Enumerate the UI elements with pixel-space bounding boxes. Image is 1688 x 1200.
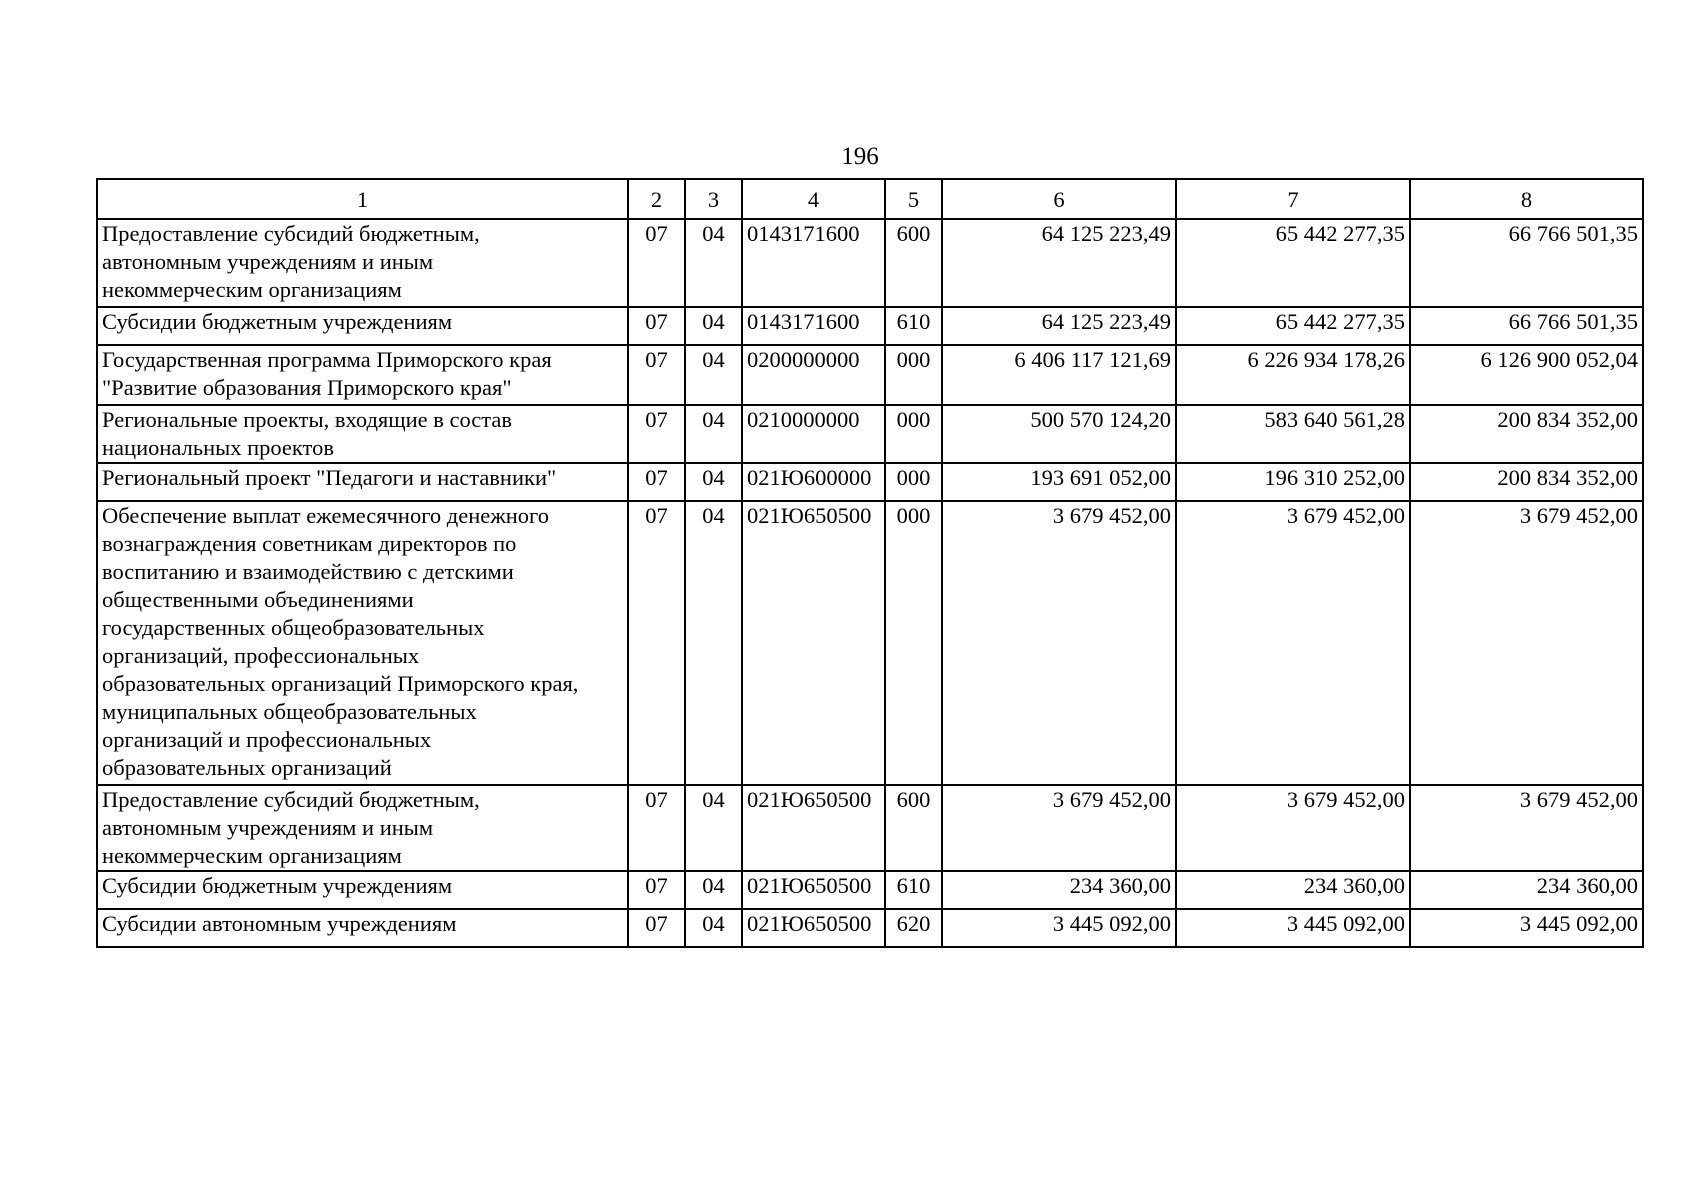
section-code: 07 (628, 219, 685, 307)
section-code: 07 (628, 463, 685, 501)
amount-col-6: 234 360,00 (942, 871, 1176, 909)
amount-col-7: 234 360,00 (1176, 871, 1410, 909)
row-name: Государственная программа Приморского края "Развитие образования Приморского края" (97, 345, 628, 405)
row-name: Субсидии бюджетным учреждениям (97, 871, 628, 909)
amount-col-6: 3 679 452,00 (942, 501, 1176, 785)
column-header: 1 (97, 179, 628, 219)
amount-col-7: 3 445 092,00 (1176, 909, 1410, 947)
column-header: 8 (1410, 179, 1643, 219)
amount-col-8: 3 679 452,00 (1410, 501, 1643, 785)
subsection-code: 04 (685, 501, 742, 785)
expense-type-code: 000 (885, 405, 942, 463)
table-row (97, 307, 1643, 345)
amount-col-7: 3 679 452,00 (1176, 785, 1410, 871)
row-name: Субсидии бюджетным учреждениям (97, 307, 628, 345)
row-name: Предоставление субсидий бюджетным, автономным учреждениям и иным некоммерческим организациям (97, 785, 628, 871)
section-code: 07 (628, 501, 685, 785)
column-header: 4 (742, 179, 885, 219)
table-row (97, 871, 1643, 909)
target-article-code: 0143171600 (742, 307, 885, 345)
target-article-code: 0200000000 (742, 345, 885, 405)
column-header: 6 (942, 179, 1176, 219)
subsection-code: 04 (685, 307, 742, 345)
amount-col-8: 234 360,00 (1410, 871, 1643, 909)
amount-col-7: 196 310 252,00 (1176, 463, 1410, 501)
table-row (97, 405, 1643, 463)
amount-col-6: 6 406 117 121,69 (942, 345, 1176, 405)
amount-col-6: 500 570 124,20 (942, 405, 1176, 463)
table-row (97, 909, 1643, 947)
row-name: Обеспечение выплат ежемесячного денежного вознаграждения советникам директоров по воспитанию и взаимодействию с детскими общественными объединениями государственных общеобразовательных организаций, профессиональных образовательных организаций Приморского края, муниципальных общеобразовательных организаций и профессиональных образовательных организаций (97, 501, 628, 785)
expense-type-code: 600 (885, 219, 942, 307)
amount-col-7: 65 442 277,35 (1176, 219, 1410, 307)
column-header: 7 (1176, 179, 1410, 219)
expense-type-code: 000 (885, 345, 942, 405)
row-name: Региональные проекты, входящие в состав национальных проектов (97, 405, 628, 463)
amount-col-8: 66 766 501,35 (1410, 219, 1643, 307)
table-row (97, 463, 1643, 501)
row-name: Региональный проект "Педагоги и наставники" (97, 463, 628, 501)
amount-col-7: 65 442 277,35 (1176, 307, 1410, 345)
amount-col-8: 200 834 352,00 (1410, 463, 1643, 501)
column-header: 2 (628, 179, 685, 219)
table-row (97, 345, 1643, 405)
section-code: 07 (628, 871, 685, 909)
table-row (97, 501, 1643, 785)
expense-type-code: 000 (885, 501, 942, 785)
budget-table (96, 178, 1644, 948)
expense-type-code: 610 (885, 871, 942, 909)
section-code: 07 (628, 307, 685, 345)
amount-col-8: 3 679 452,00 (1410, 785, 1643, 871)
target-article-code: 021Ю650500 (742, 785, 885, 871)
subsection-code: 04 (685, 345, 742, 405)
amount-col-7: 3 679 452,00 (1176, 501, 1410, 785)
target-article-code: 021Ю650500 (742, 871, 885, 909)
amount-col-6: 3 445 092,00 (942, 909, 1176, 947)
column-header: 5 (885, 179, 942, 219)
expense-type-code: 600 (885, 785, 942, 871)
target-article-code: 021Ю650500 (742, 501, 885, 785)
amount-col-8: 3 445 092,00 (1410, 909, 1643, 947)
target-article-code: 021Ю600000 (742, 463, 885, 501)
amount-col-6: 3 679 452,00 (942, 785, 1176, 871)
subsection-code: 04 (685, 871, 742, 909)
target-article-code: 0143171600 (742, 219, 885, 307)
amount-col-6: 193 691 052,00 (942, 463, 1176, 501)
amount-col-6: 64 125 223,49 (942, 219, 1176, 307)
expense-type-code: 000 (885, 463, 942, 501)
table-row (97, 219, 1643, 307)
subsection-code: 04 (685, 405, 742, 463)
amount-col-6: 64 125 223,49 (942, 307, 1176, 345)
subsection-code: 04 (685, 909, 742, 947)
expense-type-code: 610 (885, 307, 942, 345)
row-name: Субсидии автономным учреждениям (97, 909, 628, 947)
subsection-code: 04 (685, 463, 742, 501)
page-number: 196 (841, 143, 879, 170)
amount-col-8: 6 126 900 052,04 (1410, 345, 1643, 405)
table-row (97, 785, 1643, 871)
subsection-code: 04 (685, 785, 742, 871)
amount-col-8: 66 766 501,35 (1410, 307, 1643, 345)
target-article-code: 0210000000 (742, 405, 885, 463)
subsection-code: 04 (685, 219, 742, 307)
row-name: Предоставление субсидий бюджетным, автономным учреждениям и иным некоммерческим организациям (97, 219, 628, 307)
section-code: 07 (628, 405, 685, 463)
amount-col-7: 583 640 561,28 (1176, 405, 1410, 463)
amount-col-7: 6 226 934 178,26 (1176, 345, 1410, 405)
header-row (97, 179, 1643, 219)
target-article-code: 021Ю650500 (742, 909, 885, 947)
section-code: 07 (628, 909, 685, 947)
column-header: 3 (685, 179, 742, 219)
section-code: 07 (628, 345, 685, 405)
amount-col-8: 200 834 352,00 (1410, 405, 1643, 463)
section-code: 07 (628, 785, 685, 871)
expense-type-code: 620 (885, 909, 942, 947)
